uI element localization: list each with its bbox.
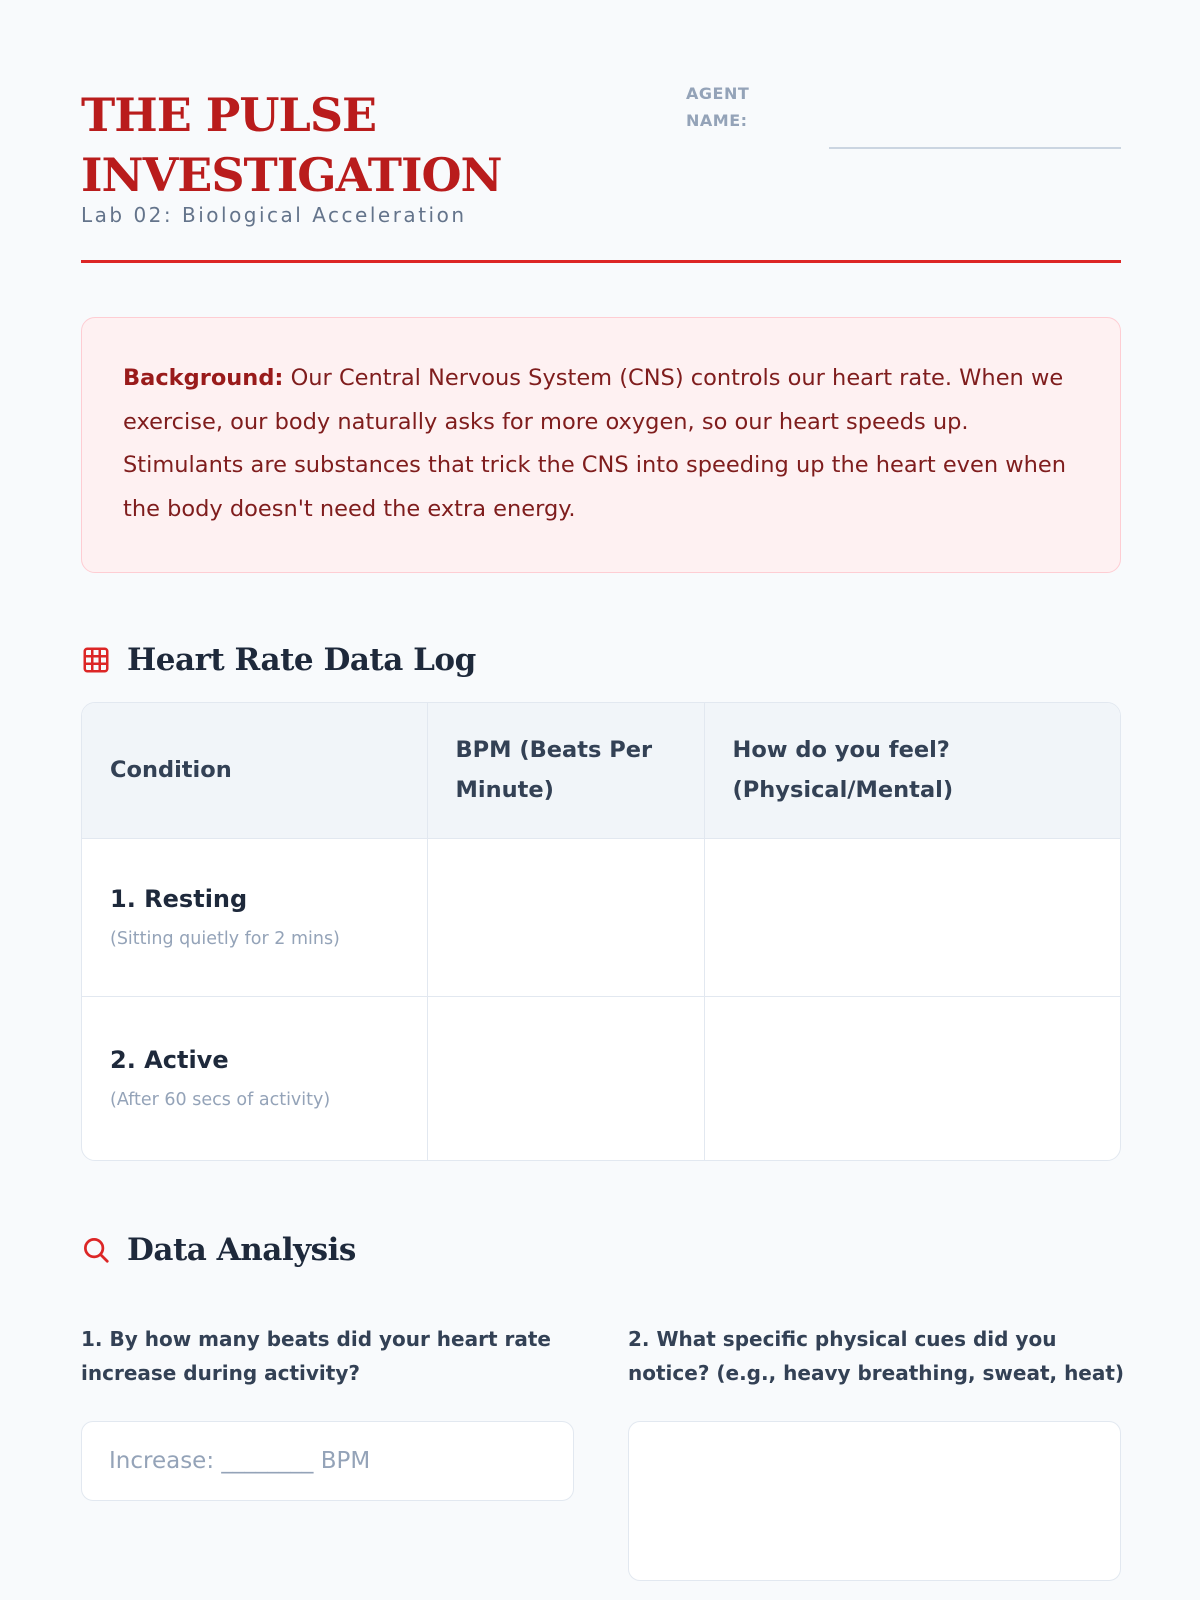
increase-input[interactable] (81, 1421, 574, 1501)
search-icon (81, 1235, 111, 1265)
background-callout (81, 317, 1121, 573)
column-header-bpm: BPM (Beats Per Minute) (427, 703, 704, 838)
condition-cell (82, 838, 427, 996)
condition-note: (After 60 secs of activity) (110, 1090, 331, 1111)
feel-cell-resting[interactable] (704, 838, 1121, 996)
agent-name-input[interactable] (829, 123, 1121, 149)
data-log-title: Heart Rate Data Log (127, 642, 476, 678)
background-label: Background: (123, 365, 284, 391)
question-1: 1. By how many beats did your heart rate increase during activity? (81, 1327, 551, 1385)
feel-cell-active[interactable] (704, 996, 1121, 1160)
agent-name-label: AGENT NAME: (686, 84, 750, 130)
table-row (82, 838, 1121, 996)
data-log-heading (81, 638, 476, 682)
condition-name: 2. Active (110, 1046, 229, 1075)
condition-note: (Sitting quietly for 2 mins) (110, 929, 340, 949)
question-2: 2. What specific physical cues did you notice? (e.g., heavy breathing, sweat, heat) (628, 1327, 1125, 1385)
page-subtitle: Lab 02: Biological Acceleration (81, 203, 467, 227)
bpm-cell-active[interactable] (427, 996, 704, 1160)
analysis-heading (81, 1228, 356, 1272)
worksheet-header (81, 85, 1121, 263)
column-header-feel: How do you feel? (Physical/Mental) (704, 703, 1121, 838)
analysis-title: Data Analysis (127, 1232, 356, 1268)
table-row (82, 996, 1121, 1160)
table-header-row (82, 703, 1121, 838)
page-title: THE PULSE INVESTIGATION (81, 88, 502, 202)
condition-name: 1. Resting (110, 885, 248, 913)
column-header-condition: Condition (82, 703, 427, 838)
condition-cell (82, 996, 427, 1160)
bpm-cell-resting[interactable] (427, 838, 704, 996)
table-icon (81, 645, 111, 675)
background-text: Our Central Nervous System (CNS) controls our heart rate. When we exercise, our body naturally asks for more oxygen, so our heart speeds up. Stimulants are substances that trick the CNS into speeding up the heart even when the body doesn't need the extra energy. (123, 365, 1067, 522)
physical-cues-input[interactable] (628, 1421, 1121, 1581)
heart-rate-table (81, 702, 1121, 1161)
